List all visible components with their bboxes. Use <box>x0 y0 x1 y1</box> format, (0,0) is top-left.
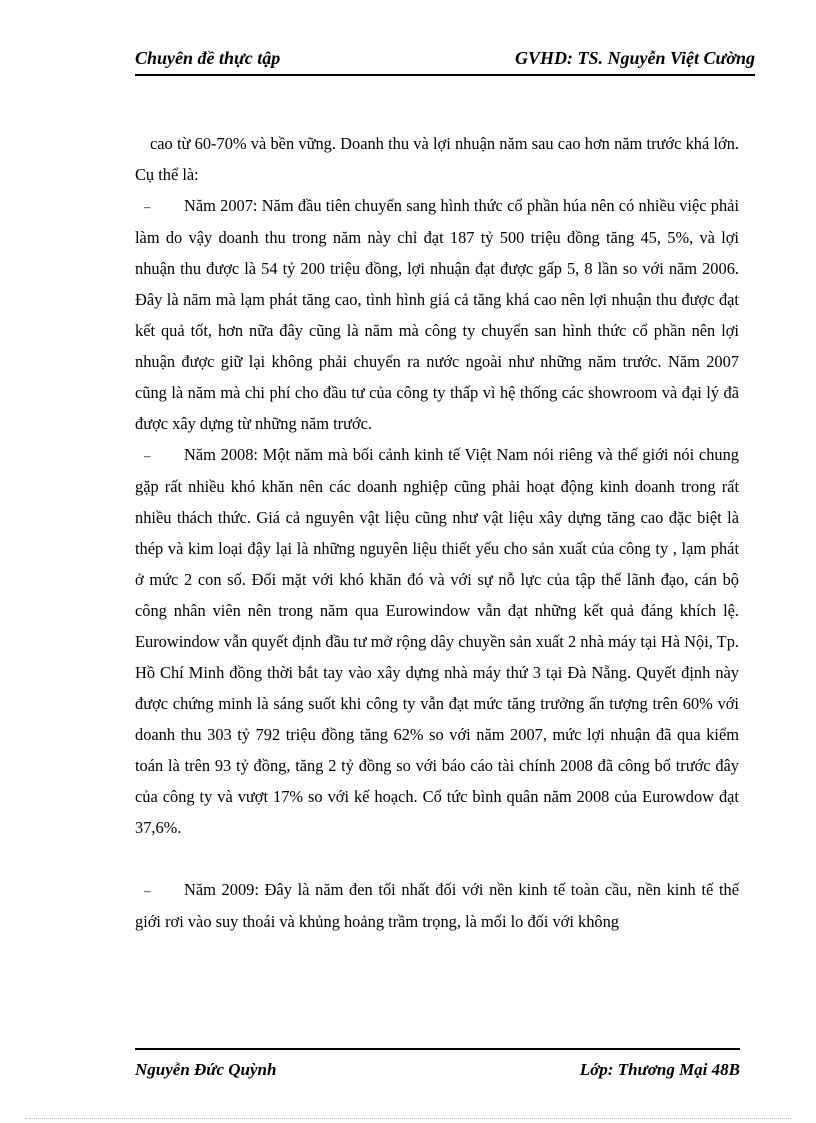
header-title: Chuyên đề thực tập <box>135 48 281 68</box>
footer-class: Lớp: Thương Mại 48B <box>579 1060 740 1079</box>
bullet-dash-icon: – <box>144 199 151 214</box>
bullet-dash-icon: – <box>144 448 151 463</box>
paragraph-2007 <box>135 190 739 439</box>
footer-author: Nguyễn Đức Quỳnh <box>135 1060 277 1079</box>
paragraph-2009-text: Năm 2009: Đây là năm đen tối nhất đối với nền kinh tế toàn cầu, nền kinh tế thế giới rơi vào suy thoái và khủng hoảng trầm trọng, là mối lo đối với không <box>135 880 739 931</box>
paragraph-2008-text: Năm 2008: Một năm mà bối cảnh kinh tế Việt Nam nói riêng và thế giới nói chung gặp rất nhiều khó khăn nên các doanh nghiệp cũng phải hoạt động kinh doanh trong rất nhiều thách thức. Giá cả nguyên vật liệu cũng như vật liệu xây dựng tăng cao đặc biệt là thép và kim loại đậy lại là những nguyên liệu thiết yếu cho sản xuất của công ty , lạm phát ở mức 2 con số. Đối mặt với khó khăn đó và với sự nỗ lực của tập thể lãnh đạo, cán bộ công nhân viên nên trong năm qua Eurowindow vẫn đạt những kết quả đáng khích lệ. Eurowindow vẫn quyết định đầu tư mở rộng dây chuyền sản xuất 2 nhà máy tại Hà Nội, Tp. Hồ Chí Minh đồng thời bắt tay vào xây dựng nhà máy thứ 3 tại Đà Nẵng. Quyết định này được chứng minh là sáng suốt khi công ty vẫn đạt mức tăng trưởng ấn tượng trên 60% với doanh thu 303 tỷ 792 triệu đồng tăng 62% so với năm 2007, mức lợi nhuận đã qua kiểm toán là trên 93 tỷ đồng, tăng 2 tỷ đồng so với báo cáo tài chính 2008 đã công bố trước đây của công ty và vượt 17% so với kế hoạch. Cổ tức bình quân năm 2008 của Eurowdow đạt 37,6%. <box>135 445 739 837</box>
header-advisor: GVHD: TS. Nguyễn Việt Cường <box>515 48 755 68</box>
document-body <box>135 128 739 937</box>
intro-paragraph: cao từ 60-70% và bền vững. Doanh thu và lợi nhuận năm sau cao hơn năm trước khá lớn. Cụ thể là: <box>135 134 739 184</box>
page-footer <box>135 1048 740 1084</box>
paragraph-2008 <box>135 439 739 843</box>
paragraph-2009 <box>135 874 739 937</box>
paragraph-spacer <box>135 843 739 874</box>
page-edge-divider <box>25 1118 791 1119</box>
bullet-dash-icon: – <box>144 883 151 898</box>
paragraph-2007-text: Năm 2007: Năm đầu tiên chuyển sang hình thức cổ phần húa nên có nhiều việc phải làm do vậy doanh thu trong năm này chỉ đạt 187 tỷ 500 triệu đồng tăng 45, 5%, và lợi nhuận thu được là 54 tỷ 200 triệu đồng, lợi nhuận đạt được gấp 5, 8 lần so với năm 2006. Đây là năm mà lạm phát tăng cao, tình hình giá cả tăng khá cao nên lợi nhuận thu được đạt kết quả tốt, hơn nữa đây cũng là năm mà công ty chuyển san hình thức cổ phần nên lợi nhuận được giữ lại không phải chuyển ra nước ngoài như những năm trước. Năm 2007 cũng là năm mà chi phí cho đầu tư của công ty thấp vì hệ thống các showroom và đại lý đã được xây dựng từ những năm trước. <box>135 196 739 433</box>
page-header <box>135 46 755 76</box>
